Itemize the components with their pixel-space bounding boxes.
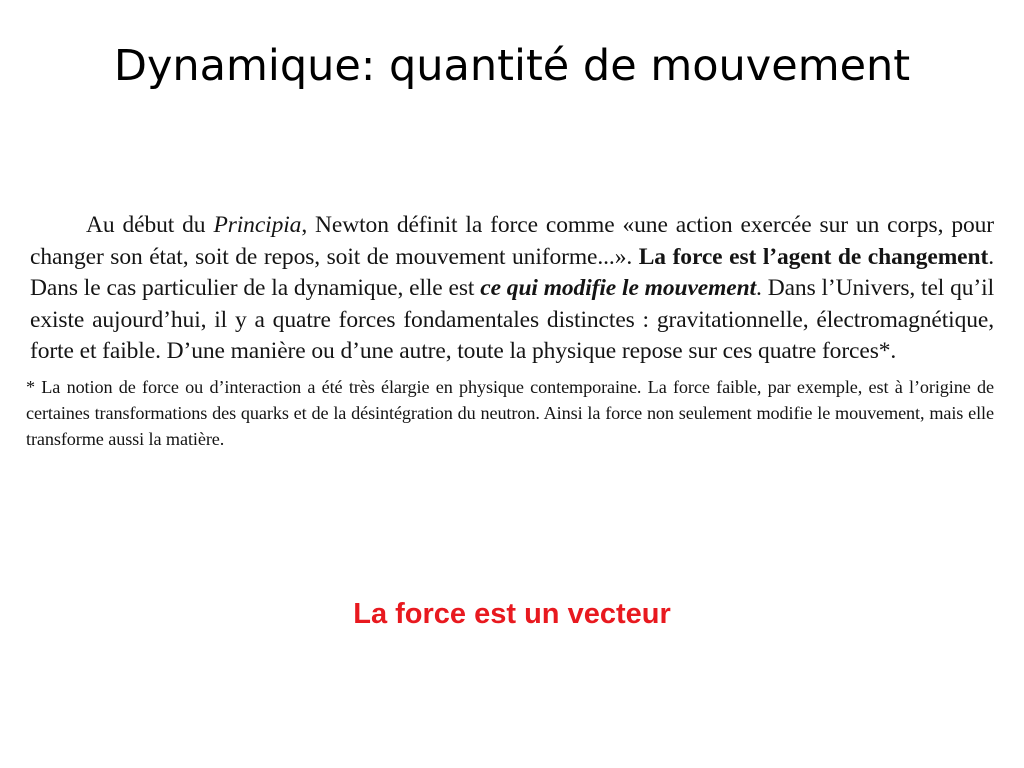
excerpt-bold-definition: La force est l’agent de changement: [638, 243, 989, 270]
scanned-excerpt: [26, 210, 994, 495]
slide-title: Dynamique: quantité de mouvement: [113, 41, 911, 91]
excerpt-text-3: . Dans le cas particulier de la dynamique, elle est: [30, 243, 994, 302]
excerpt-footnote: * La notion de force ou d’interaction a été très élargie en physique contemporaine. La force faible, par exemple, est à l’origine de certaines transformations des quarks et de la désintégration du neutron. Ainsi la force non seulement modifie le mouvement, mais elle transforme aussi la matière.: [26, 376, 994, 449]
excerpt-principia: Principia: [213, 212, 302, 238]
excerpt-text-1: Au début du: [86, 212, 214, 238]
excerpt-text-4: . Dans l’Univers, tel qu’il existe aujourd’hui, il y a quatre forces fondamentales distinctes : gravitationnelle, électromagnétique, forte et faible. D’une manière ou d’une autre, toute la physique repose sur ces quatre forces*.: [30, 275, 994, 365]
excerpt-bold-italic: ce qui modifie le mouvement: [480, 275, 757, 302]
slide-subtitle: La force est un vecteur: [353, 598, 671, 630]
excerpt-text-2: , Newton définit la force comme «une action exercée sur un corps, pour changer son état, soit de repos, soit de mouvement uniforme...».: [30, 212, 994, 270]
excerpt-paragraph: [26, 210, 994, 368]
